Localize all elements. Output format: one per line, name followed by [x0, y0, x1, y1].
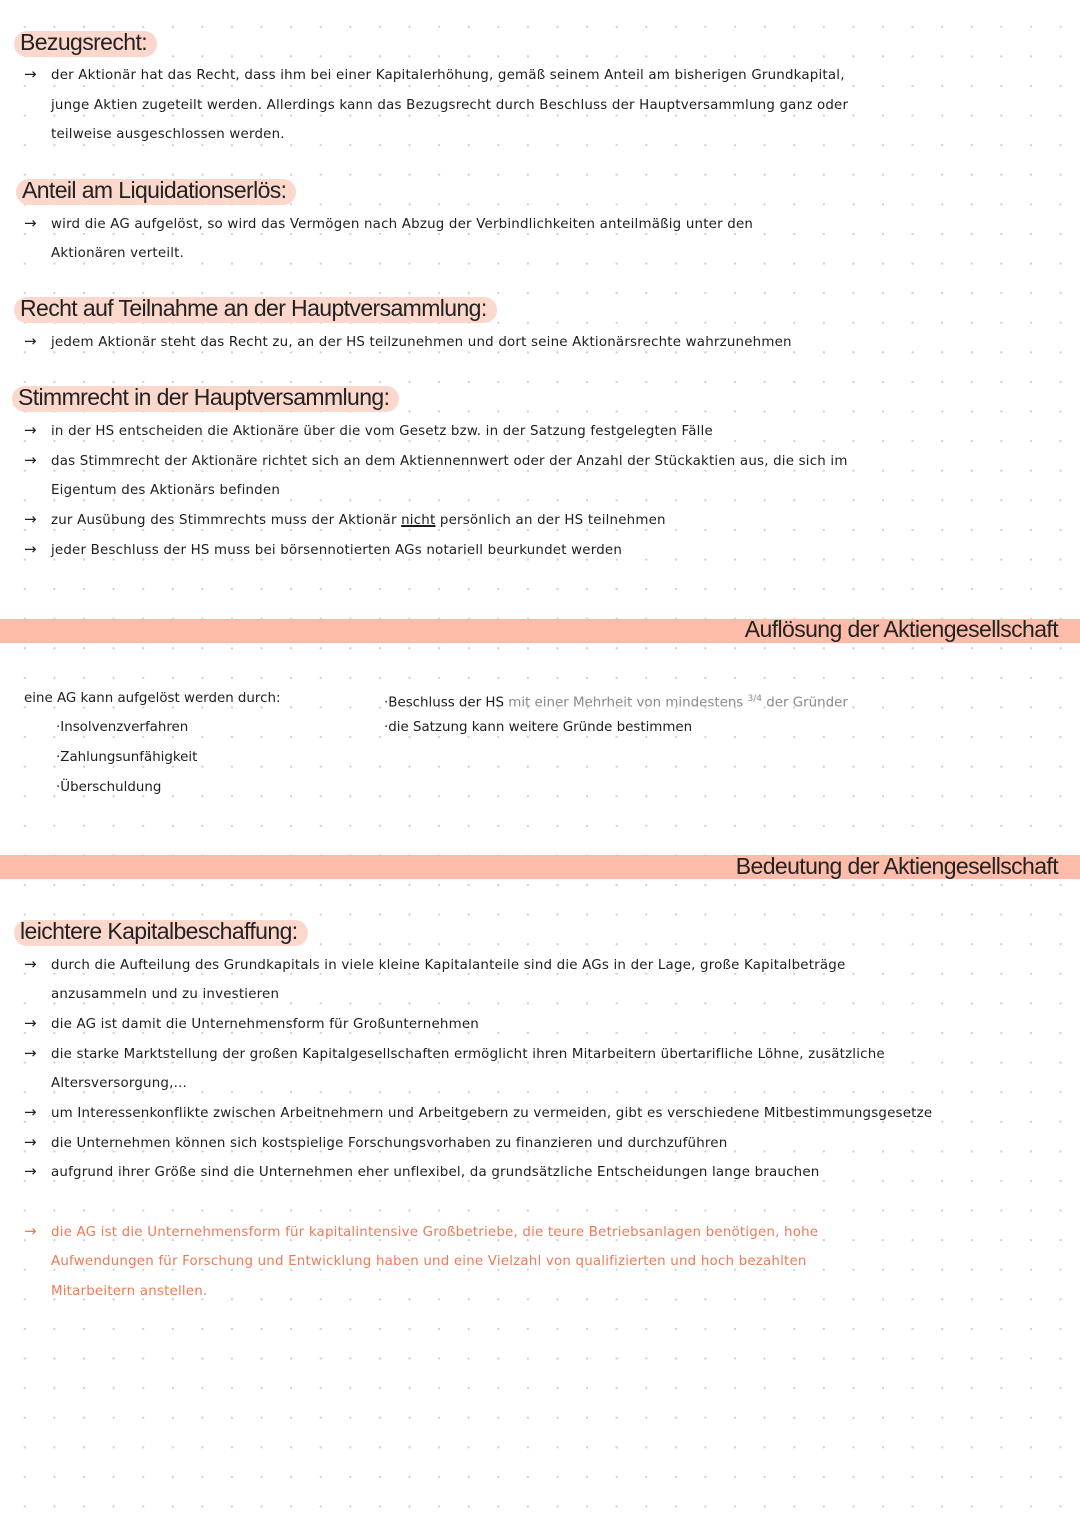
- bedeutung-bullet-2: die AG ist damit die Unternehmensform für Großunternehmen: [51, 1017, 479, 1032]
- summary-line-2: Aufwendungen für Forschung und Entwicklung haben und eine Vielzahl von qualifizierten und hoch bezahlten: [51, 1254, 807, 1269]
- heading-bezugsrecht: Bezugsrecht:: [20, 27, 147, 57]
- stimmrecht-bullet-4: jeder Beschluss der HS muss bei börsennotierten AGs notariell beurkundet werden: [51, 543, 623, 558]
- bedeutung-bullet-1: durch die Aufteilung des Grundkapitals in viele kleine Kapitalanteile sind die AGs in der Lage, große Kapitalbeträge: [51, 958, 846, 973]
- stimmrecht-bullet-2-cont: Eigentum des Aktionärs befinden: [51, 483, 281, 498]
- arrow-right-icon: →: [24, 332, 37, 350]
- arrow-right-icon: →: [24, 1133, 37, 1151]
- heading-anteil-liquidationserloes: Anteil am Liquidationserlös:: [22, 175, 286, 205]
- section-title-bedeutung: Bedeutung der Aktiengesellschaft: [735, 853, 1058, 879]
- fraction-three-quarters: 3/4: [747, 694, 763, 704]
- arrow-right-icon: →: [24, 451, 37, 469]
- summary-line-1: die AG ist die Unternehmensform für kapitalintensive Großbetriebe, die teure Betriebsanlagen benötigen, hohe: [51, 1225, 819, 1240]
- aufloesung-item-1: ·Insolvenzverfahren: [56, 720, 189, 735]
- arrow-right-icon: →: [24, 1103, 37, 1121]
- aufloesung-item-2: ·Zahlungsunfähigkeit: [56, 750, 198, 765]
- aufloesung-reason-2: ·die Satzung kann weitere Gründe bestimmen: [384, 720, 693, 735]
- aufloesung-reason-1: ·Beschluss der HS mit einer Mehrheit von mindestens $^{3/4}$ der Gründer: [384, 694, 848, 711]
- bedeutung-bullet-6: aufgrund ihrer Größe sind die Unternehmen eher unflexibel, da grundsätzliche Entscheidungen lange brauchen: [51, 1165, 820, 1180]
- aufloesung-intro: eine AG kann aufgelöst werden durch:: [24, 691, 281, 706]
- bedeutung-bullet-3-cont: Altersversorgung,...: [51, 1076, 187, 1091]
- aufloesung-item-3: ·Überschuldung: [56, 780, 162, 795]
- anteil-line-2: Aktionären verteilt.: [51, 246, 185, 261]
- arrow-right-icon: →: [24, 1222, 37, 1240]
- arrow-right-icon: →: [24, 510, 37, 528]
- arrow-right-icon: →: [24, 214, 37, 232]
- bedeutung-bullet-5: die Unternehmen können sich kostspielige Forschungsvorhaben zu finanzieren und durchzuführen: [51, 1136, 728, 1151]
- bedeutung-bullet-3: die starke Marktstellung der großen Kapitalgesellschaften ermöglicht ihren Mitarbeitern übertarifliche Löhne, zusätzliche: [51, 1047, 885, 1062]
- teilnahme-line-1: jedem Aktionär steht das Recht zu, an der HS teilzunehmen und dort seine Aktionärsrechte wahrzunehmen: [51, 335, 792, 350]
- emphasis-nicht: nicht: [401, 513, 436, 528]
- bezugsrecht-line-2: junge Aktien zugeteilt werden. Allerdings kann das Bezugsrecht durch Beschluss der Hauptversammlung ganz oder: [51, 98, 849, 113]
- stimmrecht-bullet-2: das Stimmrecht der Aktionäre richtet sich an dem Aktiennennwert oder der Anzahl der Stückaktien aus, die sich im: [51, 454, 848, 469]
- arrow-right-icon: →: [24, 1044, 37, 1062]
- heading-recht-teilnahme: Recht auf Teilnahme an der Hauptversammlung:: [20, 293, 487, 323]
- stimmrecht-bullet-1: in der HS entscheiden die Aktionäre über die vom Gesetz bzw. in der Satzung festgelegten Fälle: [51, 424, 713, 439]
- anteil-line-1: wird die AG aufgelöst, so wird das Vermögen nach Abzug der Verbindlichkeiten anteilmäßig unter den: [51, 217, 754, 232]
- arrow-right-icon: →: [24, 1014, 37, 1032]
- heading-stimmrecht: Stimmrecht in der Hauptversammlung:: [18, 382, 389, 412]
- arrow-right-icon: →: [24, 955, 37, 973]
- summary-line-3: Mitarbeitern anstellen.: [51, 1284, 208, 1299]
- bezugsrecht-line-3: teilweise ausgeschlossen werden.: [51, 127, 285, 142]
- heading-kapitalbeschaffung: leichtere Kapitalbeschaffung:: [20, 916, 298, 946]
- arrow-right-icon: →: [24, 421, 37, 439]
- section-title-aufloesung: Auflösung der Aktiengesellschaft: [744, 616, 1058, 642]
- bezugsrecht-line-1: der Aktionär hat das Recht, dass ihm bei einer Kapitalerhöhung, gemäß seinem Anteil am bisherigen Grundkapital,: [51, 68, 845, 83]
- stimmrecht-bullet-3: zur Ausübung des Stimmrechts muss der Aktionär nicht persönlich an der HS teilnehmen: [51, 513, 666, 528]
- arrow-right-icon: →: [24, 540, 37, 558]
- bedeutung-bullet-4: um Interessenkonflikte zwischen Arbeitnehmern und Arbeitgebern zu vermeiden, gibt es verschiedene Mitbestimmungsgesetze: [51, 1106, 933, 1121]
- arrow-right-icon: →: [24, 65, 37, 83]
- bedeutung-bullet-1-cont: anzusammeln und zu investieren: [51, 987, 280, 1002]
- arrow-right-icon: →: [24, 1162, 37, 1180]
